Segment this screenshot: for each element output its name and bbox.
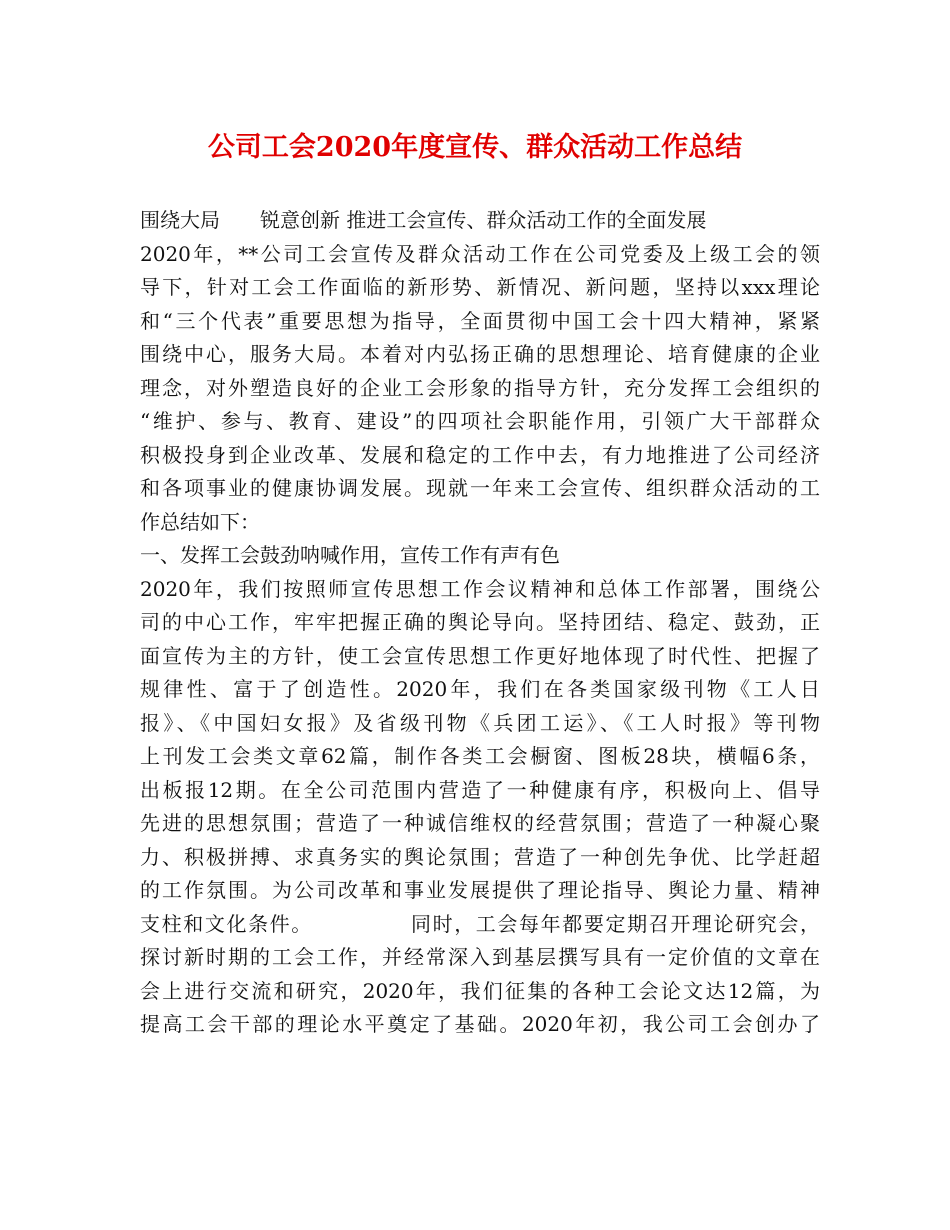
- body-line: 作总结如下：: [140, 509, 260, 534]
- body-line: 探讨新时期的工会工作，并经常深入到基层撰写具有一定价值的文章在: [140, 945, 820, 969]
- body-line: 司的中心工作，牢牢把握正确的舆论导向。坚持团结、稳定、鼓劲，正: [140, 610, 820, 634]
- body-line: 出板报12期。在全公司范围内营造了一种健康有序，积极向上、倡导: [140, 777, 820, 802]
- body-line: 报》、《中国妇女报》及省级刊物《兵团工运》、《工人时报》等刊物: [140, 710, 820, 735]
- body-line: 力、积极拼搏、求真务实的舆论氛围；营造了一种创先争优、比学赶超: [140, 844, 820, 869]
- body-line: 积极投身到企业改革、发展和稳定的工作中去，有力地推进了公司经济: [140, 442, 820, 467]
- body-line: 规律性、富于了创造性。2020年，我们在各类国家级刊物《工人日: [140, 677, 820, 701]
- document-body: [140, 204, 820, 1042]
- body-line: 一、发挥工会鼓劲呐喊作用，宣传工作有声有色: [140, 543, 560, 567]
- body-line: 和“三个代表”重要思想为指导，全面贯彻中国工会十四大精神，紧紧: [140, 308, 820, 333]
- body-line: 支柱和文化条件。 同时，工会每年都要定期召开理论研究会，: [140, 911, 820, 936]
- body-line: 面宣传为主的方针，使工会宣传思想工作更好地体现了时代性、把握了: [140, 643, 820, 668]
- body-line: 理念，对外塑造良好的企业工会形象的指导方针，充分发挥工会组织的: [140, 375, 820, 400]
- body-line: 2020年，**公司工会宣传及群众活动工作在公司党委及上级工会的领: [140, 241, 820, 266]
- body-line: 和各项事业的健康协调发展。现就一年来工会宣传、组织群众活动的工: [140, 476, 820, 500]
- body-line: 围绕大局 锐意创新 推进工会宣传、群众活动工作的全面发展: [140, 208, 707, 232]
- body-line: 上刊发工会类文章62篇，制作各类工会橱窗、图板28块，横幅6条，: [140, 744, 820, 768]
- body-line: 导下，针对工会工作面临的新形势、新情况、新问题，坚持以xxx理论: [140, 275, 820, 299]
- body-line: “维护、参与、教育、建设”的四项社会职能作用，引领广大干部群众: [140, 409, 820, 433]
- body-line: 2020年，我们按照师宣传思想工作会议精神和总体工作部署，围绕公: [140, 576, 820, 601]
- body-line: 围绕中心，服务大局。本着对内弘扬正确的思想理论、培育健康的企业: [140, 342, 820, 366]
- body-line: 提高工会干部的理论水平奠定了基础。2020年初，我公司工会创办了: [140, 1012, 820, 1036]
- body-line: 先进的思想氛围；营造了一种诚信维权的经营氛围；营造了一种凝心聚: [140, 811, 820, 835]
- body-line: 的工作氛围。为公司改革和事业发展提供了理论指导、舆论力量、精神: [140, 878, 820, 902]
- document-title: 公司工会2020年度宣传、群众活动工作总结: [207, 132, 743, 163]
- body-line: 会上进行交流和研究，2020年，我们征集的各种工会论文达12篇，为: [140, 978, 820, 1003]
